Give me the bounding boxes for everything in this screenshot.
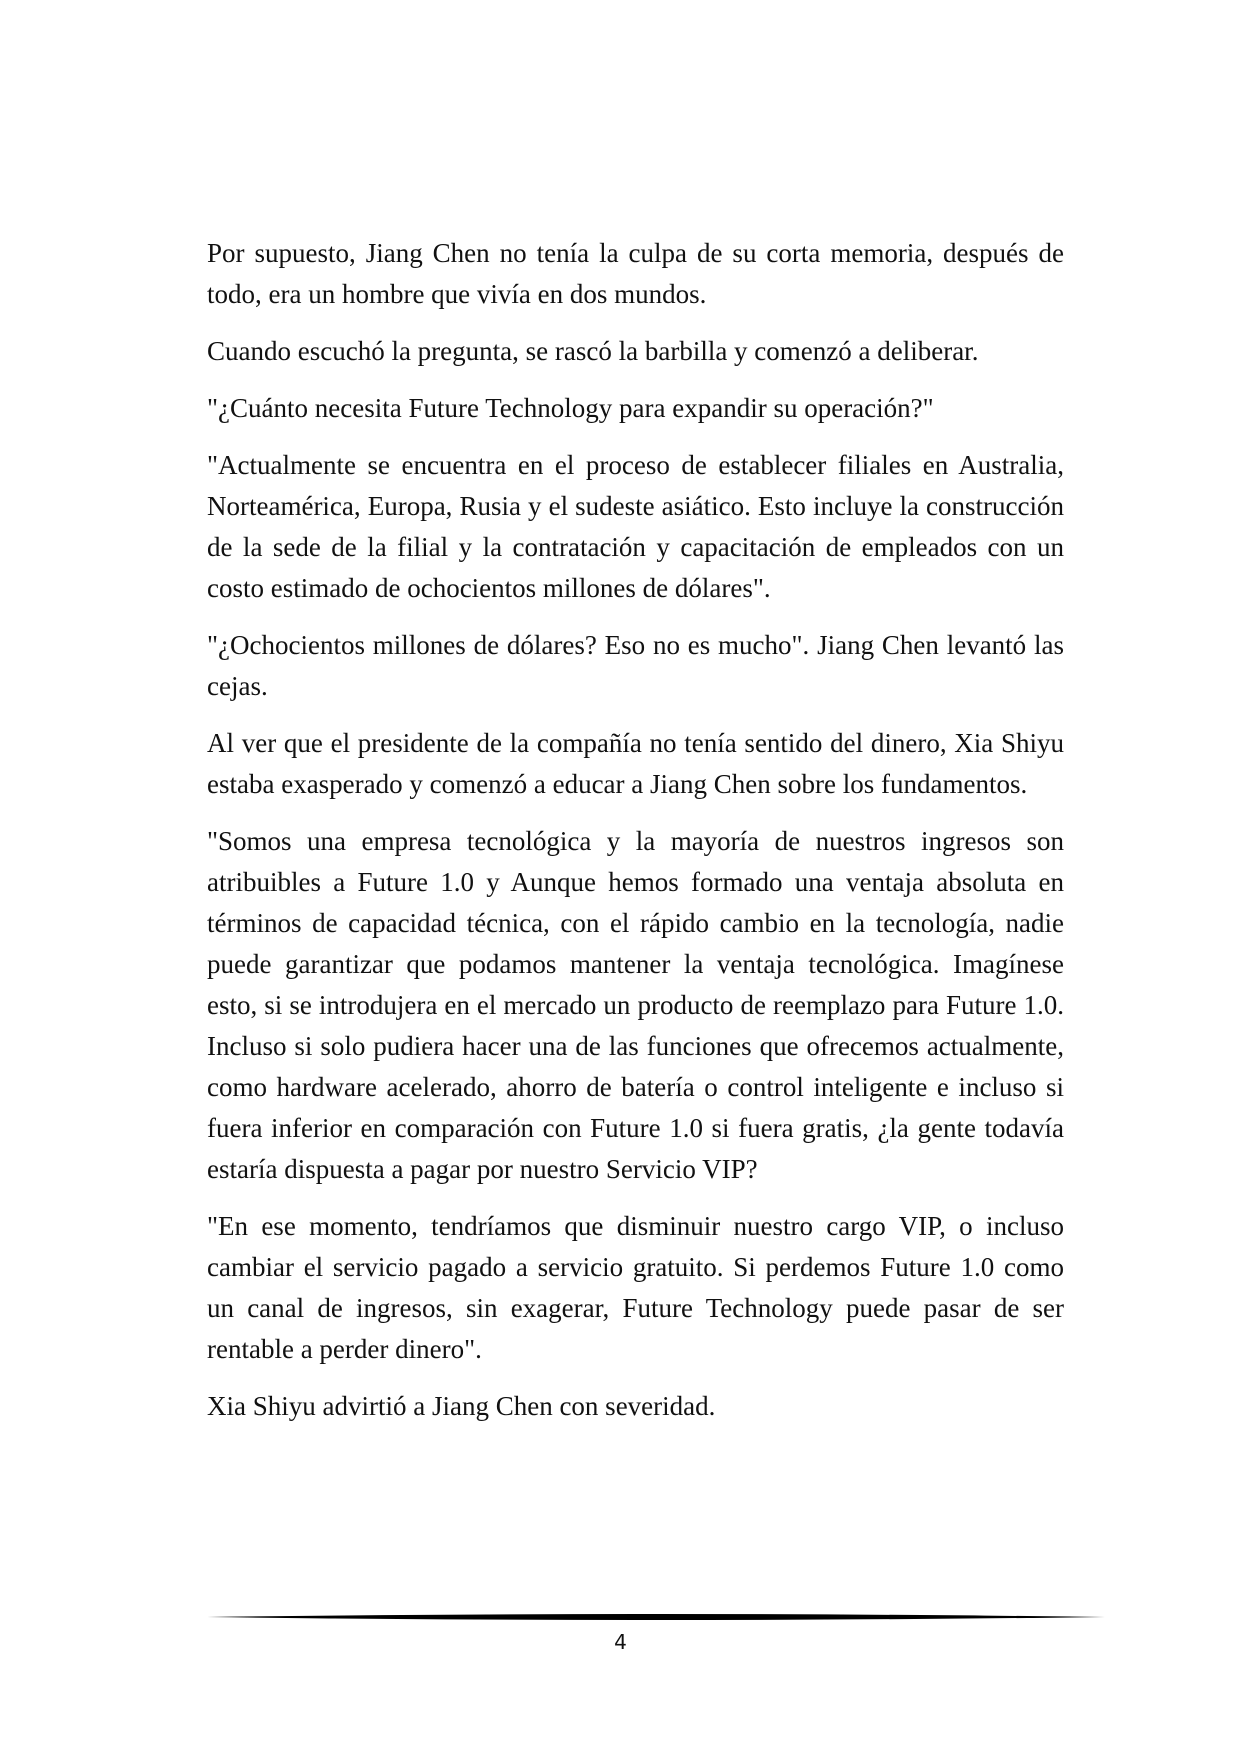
footer-divider <box>207 1612 1105 1622</box>
body-text <box>207 233 1064 1443</box>
paragraph-4: "Actualmente se encuentra en el proceso de establecer filiales en Australia, Norteamérica, Europa, Rusia y el sudeste asiático. Esto incluye la construcción de la sede de la filial y la contratación y capacitación de empleados con un costo estimado de ochocientos millones de dólares". <box>207 450 1064 603</box>
paragraph-8: "En ese momento, tendríamos que disminuir nuestro cargo VIP, o incluso cambiar el servicio pagado a servicio gratuito. Si perdemos Future 1.0 como un canal de ingresos, sin exagerar, Future Technology puede pasar de ser rentable a perder dinero". <box>207 1211 1064 1364</box>
footer-divider-swash <box>207 1614 1105 1620</box>
paragraph-3: "¿Cuánto necesita Future Technology para expandir su operación?" <box>207 393 934 423</box>
paragraph-7: "Somos una empresa tecnológica y la mayoría de nuestros ingresos son atribuibles a Future 1.0 y Aunque hemos formado una ventaja absoluta en términos de capacidad técnica, con el rápido cambio en la tecnología, nadie puede garantizar que podamos mantener la ventaja tecnológica. Imagínese esto, si se introdujera en el mercado un producto de reemplazo para Future 1.0. Incluso si solo pudiera hacer una de las funciones que ofrecemos actualmente, como hardware acelerado, ahorro de batería o control inteligente e incluso si fuera inferior en comparación con Future 1.0 si fuera gratis, ¿la gente todavía estaría dispuesta a pagar por nuestro Servicio VIP? <box>207 826 1064 1184</box>
page-number: 4 <box>614 1630 627 1654</box>
paragraph-2: Cuando escuchó la pregunta, se rascó la barbilla y comenzó a deliberar. <box>207 336 979 366</box>
paragraph-9: Xia Shiyu advirtió a Jiang Chen con severidad. <box>207 1391 716 1421</box>
paragraph-6: Al ver que el presidente de la compañía no tenía sentido del dinero, Xia Shiyu estaba exasperado y comenzó a educar a Jiang Chen sobre los fundamentos. <box>207 728 1064 799</box>
paragraph-1: Por supuesto, Jiang Chen no tenía la culpa de su corta memoria, después de todo, era un hombre que vivía en dos mundos. <box>207 238 1064 309</box>
paragraph-5: "¿Ochocientos millones de dólares? Eso no es mucho". Jiang Chen levantó las cejas. <box>207 630 1064 701</box>
